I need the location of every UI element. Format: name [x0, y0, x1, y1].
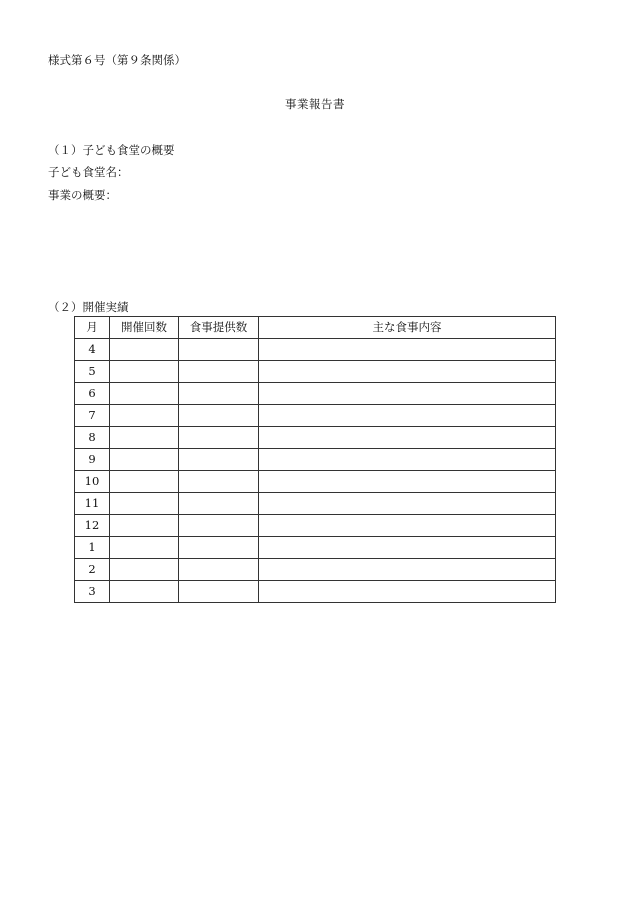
- session-count-cell[interactable]: [110, 427, 179, 449]
- session-count-cell[interactable]: [110, 361, 179, 383]
- main-menu-cell[interactable]: [259, 361, 556, 383]
- session-count-cell[interactable]: [110, 383, 179, 405]
- main-menu-cell[interactable]: [259, 405, 556, 427]
- session-count-cell[interactable]: [110, 493, 179, 515]
- main-menu-cell[interactable]: [259, 449, 556, 471]
- main-menu-cell[interactable]: [259, 581, 556, 603]
- meals-served-cell[interactable]: [179, 449, 259, 471]
- table-row: [75, 383, 556, 405]
- main-menu-cell[interactable]: [259, 471, 556, 493]
- table-row: [75, 339, 556, 361]
- table-header-row: [75, 317, 556, 339]
- meals-served-cell[interactable]: [179, 471, 259, 493]
- meals-served-cell[interactable]: [179, 339, 259, 361]
- meals-served-cell[interactable]: [179, 559, 259, 581]
- main-menu-cell[interactable]: [259, 493, 556, 515]
- header-main-menu: 主な食事内容: [259, 317, 556, 339]
- header-session-count: 開催回数: [110, 317, 179, 339]
- month-cell: 2: [75, 559, 110, 581]
- month-cell: 5: [75, 361, 110, 383]
- table-row: [75, 471, 556, 493]
- month-cell: 3: [75, 581, 110, 603]
- main-menu-cell[interactable]: [259, 515, 556, 537]
- table-row: [75, 581, 556, 603]
- session-count-cell[interactable]: [110, 471, 179, 493]
- meals-served-cell[interactable]: [179, 493, 259, 515]
- meals-served-cell[interactable]: [179, 537, 259, 559]
- table-body: [75, 339, 556, 603]
- month-cell: 9: [75, 449, 110, 471]
- document-title: 事業報告書: [285, 97, 345, 111]
- main-menu-cell[interactable]: [259, 537, 556, 559]
- month-cell: 1: [75, 537, 110, 559]
- meals-served-cell[interactable]: [179, 405, 259, 427]
- month-cell: 12: [75, 515, 110, 537]
- month-cell: 4: [75, 339, 110, 361]
- session-count-cell[interactable]: [110, 581, 179, 603]
- meals-served-cell[interactable]: [179, 361, 259, 383]
- main-menu-cell[interactable]: [259, 383, 556, 405]
- month-cell: 8: [75, 427, 110, 449]
- session-count-cell[interactable]: [110, 559, 179, 581]
- meals-served-cell[interactable]: [179, 581, 259, 603]
- main-menu-cell[interactable]: [259, 339, 556, 361]
- month-cell: 10: [75, 471, 110, 493]
- table-row: [75, 493, 556, 515]
- month-cell: 6: [75, 383, 110, 405]
- meals-served-cell[interactable]: [179, 427, 259, 449]
- main-menu-cell[interactable]: [259, 427, 556, 449]
- business-overview-label: 事業の概要：: [48, 188, 117, 202]
- meals-served-cell[interactable]: [179, 515, 259, 537]
- month-cell: 11: [75, 493, 110, 515]
- table-row: [75, 515, 556, 537]
- section2-heading: （２）開催実績: [48, 300, 129, 314]
- section1-heading: （１）子ども食堂の概要: [48, 143, 175, 157]
- meals-served-cell[interactable]: [179, 383, 259, 405]
- header-month: 月: [75, 317, 110, 339]
- table-row: [75, 537, 556, 559]
- month-cell: 7: [75, 405, 110, 427]
- session-count-cell[interactable]: [110, 339, 179, 361]
- session-count-cell[interactable]: [110, 515, 179, 537]
- results-table: [74, 316, 556, 603]
- cafeteria-name-label: 子ども食堂名：: [48, 165, 129, 179]
- session-count-cell[interactable]: [110, 537, 179, 559]
- table-row: [75, 449, 556, 471]
- table-row: [75, 427, 556, 449]
- session-count-cell[interactable]: [110, 405, 179, 427]
- main-menu-cell[interactable]: [259, 559, 556, 581]
- session-count-cell[interactable]: [110, 449, 179, 471]
- table-row: [75, 361, 556, 383]
- table-row: [75, 405, 556, 427]
- header-meals-served: 食事提供数: [179, 317, 259, 339]
- table-row: [75, 559, 556, 581]
- form-number: 様式第６号（第９条関係）: [48, 53, 186, 67]
